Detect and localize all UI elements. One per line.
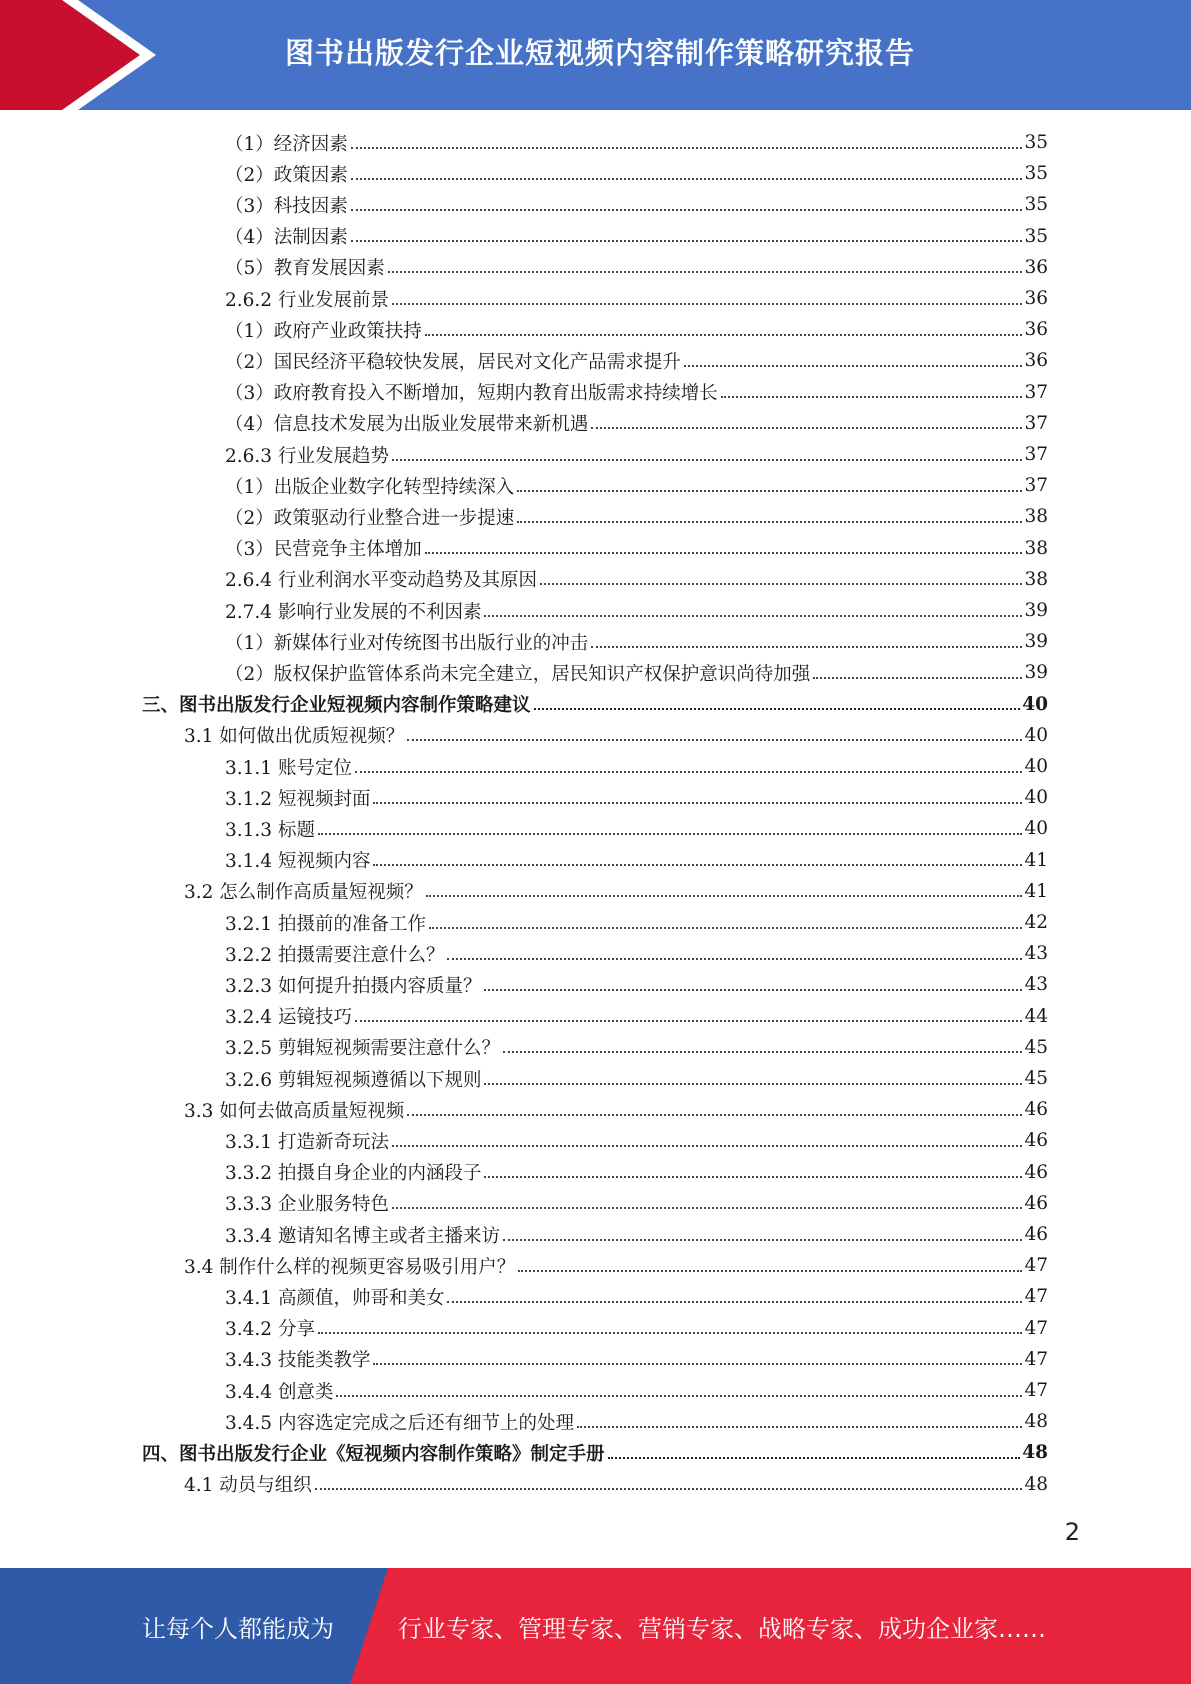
toc-entry[interactable] (225, 470, 1048, 501)
toc-entry-page: 36 (1024, 350, 1048, 372)
toc-entry[interactable] (225, 1063, 1048, 1094)
toc-entry-page: 37 (1024, 444, 1048, 465)
toc-entry-label: 3.2.1 拍摄前的准备工作 (225, 913, 426, 935)
toc-entry-page: 43 (1024, 974, 1048, 996)
toc-entry[interactable] (225, 1313, 1048, 1344)
toc-entry-label: （1）出版企业数字化转型持续深入 (225, 476, 515, 498)
toc-entry-page: 47 (1024, 1317, 1048, 1339)
toc-entry-label: （1）新媒体行业对传统图书出版行业的冲击 (225, 632, 589, 654)
toc-entry[interactable] (225, 189, 1048, 220)
toc-dot-leader (318, 1332, 1023, 1334)
toc-entry[interactable] (225, 1032, 1048, 1063)
toc-entry[interactable] (225, 252, 1048, 283)
toc-entry-label: 3.2.5 剪辑短视频需要注意什么？ (225, 1038, 500, 1060)
toc-dot-leader (407, 1114, 1022, 1116)
toc-entry[interactable] (225, 969, 1048, 1000)
toc-entry[interactable] (225, 408, 1048, 439)
toc-entry[interactable] (225, 1406, 1048, 1437)
toc-dot-leader (373, 1363, 1022, 1365)
toc-entry-label: 3.3.2 拍摄自身企业的内涵段子 (225, 1163, 482, 1185)
toc-entry-page: 36 (1024, 319, 1048, 341)
toc-entry-page: 47 (1024, 1380, 1048, 1401)
toc-entry-page: 36 (1024, 288, 1048, 309)
toc-dot-leader (517, 490, 1022, 492)
toc-dot-leader (534, 708, 1021, 710)
toc-entry-label: 3.3.1 打造新奇玩法 (225, 1131, 389, 1153)
toc-entry-label: 3.2 怎么制作高质量短视频？ (184, 882, 423, 904)
toc-entry-page: 45 (1024, 1036, 1048, 1058)
toc-entry[interactable] (225, 377, 1048, 408)
toc-dot-leader (351, 147, 1023, 149)
toc-entry-label: 2.6.2 行业发展前景 (225, 289, 389, 311)
toc-entry[interactable] (225, 626, 1048, 657)
toc-entry-label: （1）政府产业政策扶持 (225, 320, 422, 342)
toc-entry-label: 2.6.3 行业发展趋势 (225, 445, 389, 467)
toc-entry-page: 48 (1024, 1473, 1048, 1495)
toc-entry[interactable] (184, 876, 1048, 907)
toc-dot-leader (591, 427, 1022, 429)
toc-entry-page: 48 (1022, 1442, 1048, 1464)
toc-entry-page: 43 (1024, 943, 1048, 965)
toc-entry-page: 35 (1024, 163, 1048, 185)
toc-entry-page: 35 (1024, 225, 1048, 247)
toc-dot-leader (425, 334, 1023, 336)
toc-entry-label: 3.3 如何去做高质量短视频 (184, 1100, 405, 1122)
toc-entry-page: 46 (1024, 1192, 1048, 1214)
toc-entry[interactable] (225, 1125, 1048, 1156)
toc-entry-label: 3.4.3 技能类教学 (225, 1350, 371, 1372)
toc-entry-page: 42 (1024, 912, 1048, 933)
toc-entry[interactable] (225, 1001, 1048, 1032)
toc-entry[interactable] (225, 782, 1048, 813)
toc-entry-label: 三、图书出版发行企业短视频内容制作策略建议 (142, 695, 531, 717)
toc-entry-label: 3.1 如何做出优质短视频？ (184, 726, 405, 748)
toc-entry[interactable] (225, 439, 1048, 470)
toc-entry-label: （2）政策因素 (225, 164, 348, 186)
toc-entry-label: 3.1.1 账号定位 (225, 757, 352, 779)
page-header (0, 0, 1191, 110)
toc-entry-label: 3.2.4 运镜技巧 (225, 1007, 352, 1029)
toc-entry-label: （3）民营竞争主体增加 (225, 539, 422, 561)
toc-dot-leader (355, 1020, 1023, 1022)
toc-entry-page: 38 (1024, 506, 1048, 528)
toc-entry-page: 40 (1024, 756, 1048, 777)
toc-entry-label: 3.1.4 短视频内容 (225, 851, 371, 873)
toc-entry[interactable] (225, 283, 1048, 314)
toc-entry-label: 3.4.1 高颜值，帅哥和美女 (225, 1287, 445, 1309)
toc-entry-page: 39 (1024, 631, 1048, 653)
toc-entry[interactable] (184, 1250, 1048, 1281)
toc-entry[interactable] (225, 564, 1048, 595)
toc-entry[interactable] (225, 813, 1048, 844)
toc-entry[interactable] (225, 751, 1048, 782)
toc-entry-page: 46 (1024, 1161, 1048, 1183)
toc-entry-page: 48 (1024, 1411, 1048, 1433)
toc-dot-leader (426, 895, 1023, 897)
toc-entry-page: 37 (1024, 381, 1048, 403)
toc-entry-page: 35 (1024, 132, 1048, 153)
toc-dot-leader (351, 240, 1023, 242)
toc-entry-page: 38 (1024, 537, 1048, 559)
toc-entry[interactable] (225, 314, 1048, 345)
toc-entry-label: （5）教育发展因素 (225, 258, 385, 280)
toc-entry-label: （2）版权保护监管体系尚未完全建立，居民知识产权保护意识尚待加强 (225, 663, 811, 685)
toc-dot-leader (373, 864, 1022, 866)
toc-dot-leader (351, 209, 1023, 211)
toc-dot-leader (447, 1301, 1022, 1303)
toc-entry[interactable] (225, 158, 1048, 189)
toc-dot-leader (392, 1207, 1022, 1209)
toc-entry[interactable] (225, 221, 1048, 252)
footer-slogan-right: 行业专家、管理专家、营销专家、战略专家、成功企业家…… (398, 1614, 1046, 1643)
toc-entry[interactable] (184, 1094, 1048, 1125)
toc-entry-label: 2.6.4 行业利润水平变动趋势及其原因 (225, 570, 537, 592)
toc-entry[interactable] (184, 1469, 1048, 1500)
toc-entry-label: 3.1.3 标题 (225, 819, 315, 841)
toc-dot-leader (355, 771, 1023, 773)
toc-dot-leader (721, 396, 1023, 398)
toc-entry-label: 3.4.4 创意类 (225, 1381, 334, 1403)
toc-entry-page: 38 (1024, 568, 1048, 590)
toc-entry[interactable] (225, 1219, 1048, 1250)
toc-entry-page: 46 (1024, 1130, 1048, 1152)
toc-dot-leader (373, 802, 1022, 804)
toc-entry-label: （4）信息技术发展为出版业发展带来新机遇 (225, 414, 589, 436)
toc-entry-page: 40 (1022, 693, 1048, 715)
toc-entry[interactable] (184, 720, 1048, 751)
toc-dot-leader (447, 958, 1022, 960)
toc-dot-leader (425, 552, 1023, 554)
toc-entry-page: 47 (1024, 1286, 1048, 1308)
toc-entry-label: 3.4.2 分享 (225, 1319, 315, 1341)
toc-dot-leader (351, 178, 1023, 180)
toc-dot-leader (484, 989, 1022, 991)
toc-entry-label: 4.1 动员与组织 (184, 1475, 312, 1497)
toc-dot-leader (484, 1176, 1022, 1178)
toc-entry-page: 40 (1024, 724, 1048, 746)
toc-entry[interactable] (225, 1157, 1048, 1188)
toc-dot-leader (318, 833, 1023, 835)
toc-entry[interactable] (142, 689, 1048, 720)
toc-entry[interactable] (225, 938, 1048, 969)
toc-entry-page: 47 (1024, 1348, 1048, 1370)
toc-entry-page: 37 (1024, 475, 1048, 497)
toc-entry-page: 37 (1024, 412, 1048, 434)
toc-dot-leader (392, 1145, 1022, 1147)
toc-entry-label: 2.7.4 影响行业发展的不利因素 (225, 601, 482, 623)
toc-entry-label: 3.2.6 剪辑短视频遵循以下规则 (225, 1069, 482, 1091)
toc-entry-label: 3.2.3 如何提升拍摄内容质量？ (225, 975, 482, 997)
toc-entry-label: 3.3.4 邀请知名博主或者主播来访 (225, 1225, 500, 1247)
toc-dot-leader (684, 365, 1023, 367)
toc-entry-label: （1）经济因素 (225, 133, 348, 155)
toc-entry[interactable] (225, 1344, 1048, 1375)
toc-entry-page: 39 (1024, 600, 1048, 621)
toc-entry[interactable] (225, 501, 1048, 532)
toc-dot-leader (407, 739, 1022, 741)
toc-dot-leader (484, 615, 1022, 617)
toc-entry-page: 39 (1024, 662, 1048, 684)
toc-entry[interactable] (225, 1188, 1048, 1219)
toc-entry-label: 四、图书出版发行企业《短视频内容制作策略》制定手册 (142, 1443, 605, 1465)
toc-dot-leader (591, 646, 1022, 648)
toc-entry[interactable] (225, 595, 1048, 626)
toc-dot-leader (392, 303, 1022, 305)
toc-dot-leader (540, 583, 1022, 585)
toc-entry-label: （2）政策驱动行业整合进一步提速 (225, 507, 515, 529)
toc-entry-page: 46 (1024, 1099, 1048, 1121)
toc-entry[interactable] (225, 1281, 1048, 1312)
toc-entry[interactable] (225, 907, 1048, 938)
toc-entry-label: 3.1.2 短视频封面 (225, 788, 371, 810)
toc-dot-leader (503, 1239, 1022, 1241)
toc-dot-leader (392, 459, 1022, 461)
toc-entry-page: 40 (1024, 818, 1048, 840)
footer-slogan-left: 让每个人都能成为 (142, 1614, 334, 1643)
toc-entry-page: 47 (1024, 1255, 1048, 1277)
toc-dot-leader (518, 1270, 1022, 1272)
page-number: 2 (1064, 1518, 1080, 1546)
toc-dot-leader (484, 1083, 1022, 1085)
toc-dot-leader (813, 677, 1022, 679)
toc-dot-leader (517, 521, 1022, 523)
toc-dot-leader (429, 927, 1022, 929)
toc-dot-leader (315, 1488, 1023, 1490)
toc-dot-leader (336, 1395, 1022, 1397)
document-title: 图书出版发行企业短视频内容制作策略研究报告 (284, 35, 915, 70)
page-footer (0, 1568, 1191, 1684)
toc-entry[interactable] (225, 845, 1048, 876)
toc-dot-leader (577, 1426, 1022, 1428)
toc-entry-label: 3.4 制作什么样的视频更容易吸引用户？ (184, 1256, 516, 1278)
toc-entry-page: 35 (1024, 194, 1048, 216)
toc-entry-page: 45 (1024, 1068, 1048, 1089)
toc-dot-leader (503, 1051, 1022, 1053)
toc-entry[interactable] (225, 1375, 1048, 1406)
toc-entry-page: 41 (1024, 849, 1048, 871)
toc-entry-label: （3）政府教育投入不断增加，短期内教育出版需求持续增长 (225, 383, 718, 405)
toc-entry-page: 40 (1024, 787, 1048, 809)
toc-entry-label: 3.4.5 内容选定完成之后还有细节上的处理 (225, 1412, 574, 1434)
toc-entry-label: 3.2.2 拍摄需要注意什么？ (225, 944, 445, 966)
toc-entry[interactable] (225, 127, 1048, 158)
toc-entry-label: （4）法制因素 (225, 227, 348, 249)
toc-dot-leader (608, 1457, 1021, 1459)
toc-entry-page: 46 (1024, 1224, 1048, 1245)
toc-entry-label: （2）国民经济平稳较快发展，居民对文化产品需求提升 (225, 351, 681, 373)
toc-dot-leader (388, 271, 1023, 273)
toc-entry-page: 44 (1024, 1005, 1048, 1027)
toc-entry[interactable] (225, 657, 1048, 688)
toc-entry[interactable] (142, 1437, 1048, 1468)
toc-entry[interactable] (225, 533, 1048, 564)
toc-entry-page: 36 (1024, 256, 1048, 278)
toc-entry-label: 3.3.3 企业服务特色 (225, 1194, 389, 1216)
toc-entry[interactable] (225, 345, 1048, 376)
toc-entry-page: 41 (1024, 880, 1048, 902)
toc-entry-label: （3）科技因素 (225, 195, 348, 217)
